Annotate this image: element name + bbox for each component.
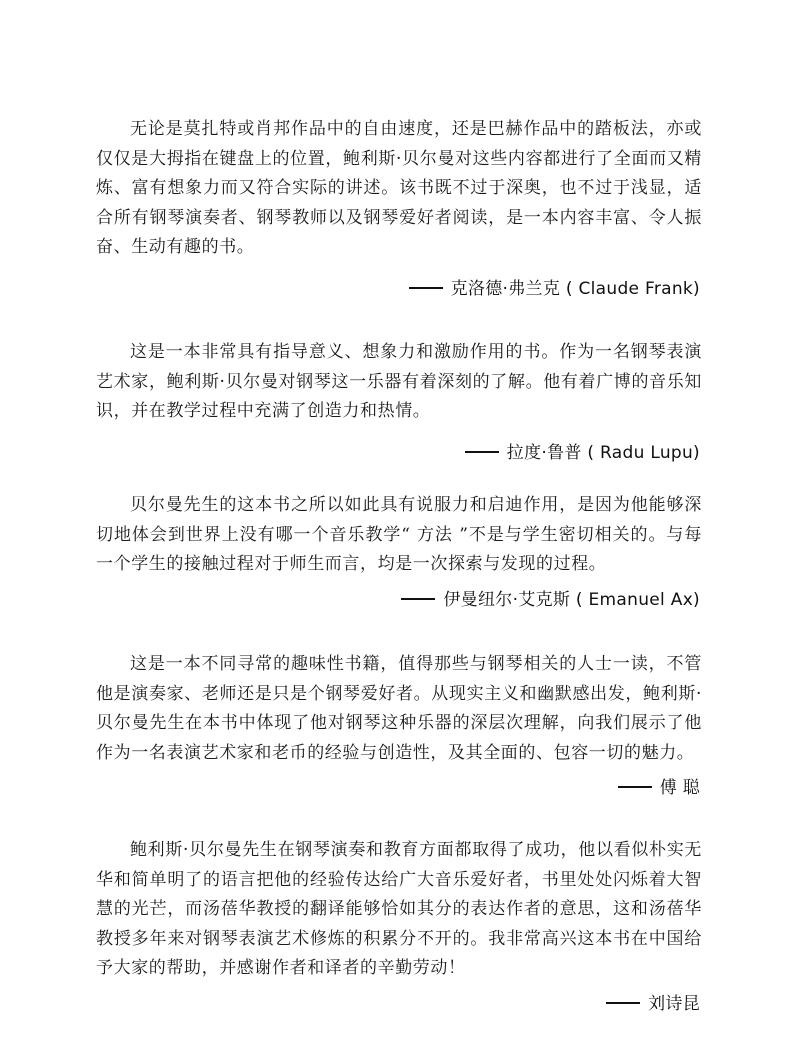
attribution-dash	[409, 287, 443, 289]
testimonial-attribution	[409, 278, 700, 300]
testimonial-attribution	[465, 442, 700, 464]
testimonial-text: 无论是莫扎特或肖邦作品中的自由速度，还是巴赫作品中的踏板法，亦或仅仅是大拇指在键盘上的位置，鲍利斯·贝尔曼对这些内容都进行了全面而又精炼、富有想象力而又符合实际的讲述。该书既不过于深奥，也不过于浅显，适合所有钢琴演奏者、钢琴教师以及钢琴爱好者阅读，是一本内容丰富、令人振奋、生动有趣的书。	[96, 119, 702, 257]
testimonial-author: 拉度·鲁普 ( Radu Lupu)	[506, 443, 700, 463]
testimonial-text: 贝尔曼先生的这本书之所以如此具有说服力和启迪作用，是因为他能够深切地体会到世界上没有哪一个音乐教学“ 方法 ”不是与学生密切相关的。与每一个学生的接触过程对于师生而言，均是一次探索与发现的过程。	[96, 495, 702, 574]
testimonial-text: 这是一本非常具有指导意义、想象力和激励作用的书。作为一名钢琴表演艺术家，鲍利斯·贝尔曼对钢琴这一乐器有着深刻的了解。他有着广博的音乐知识，并在教学过程中充满了创造力和热情。	[96, 342, 702, 421]
testimonial-attribution	[618, 777, 700, 799]
testimonial-text: 这是一本不同寻常的趣味性书籍，值得那些与钢琴相关的人士一读，不管他是演奏家、老师还是只是个钢琴爱好者。从现实主义和幽默感出发，鲍利斯·贝尔曼先生在本书中体现了他对钢琴这种乐器的深层次理解，向我们展示了他作为一名表演艺术家和老币的经验与创造性，及其全面的、包容一切的魅力。	[96, 654, 702, 763]
testimonial-attribution	[606, 993, 700, 1015]
attribution-dash	[401, 598, 435, 600]
testimonial-author: 傅 聪	[659, 778, 700, 798]
attribution-dash	[618, 786, 652, 788]
testimonial-author: 伊曼纽尔·艾克斯 ( Emanuel Ax)	[443, 590, 700, 610]
attribution-dash	[465, 451, 499, 453]
testimonial-author: 克洛德·弗兰克 ( Claude Frank)	[450, 279, 700, 299]
testimonial-author: 刘诗昆	[648, 994, 700, 1014]
testimonial-text: 鲍利斯·贝尔曼先生在钢琴演奏和教育方面都取得了成功，他以看似朴实无华和简单明了的语言把他的经验传达给广大音乐爱好者，书里处处闪烁着大智慧的光芒，而汤蓓华教授的翻译能够恰如其分的表达作者的意思，这和汤蓓华教授多年来对钢琴表演艺术修炼的积累分不开的。我非常高兴这本书在中国给予大家的帮助，并感谢作者和译者的辛勤劳动！	[96, 840, 702, 978]
attribution-dash	[606, 1002, 640, 1004]
testimonial-attribution	[401, 589, 700, 611]
